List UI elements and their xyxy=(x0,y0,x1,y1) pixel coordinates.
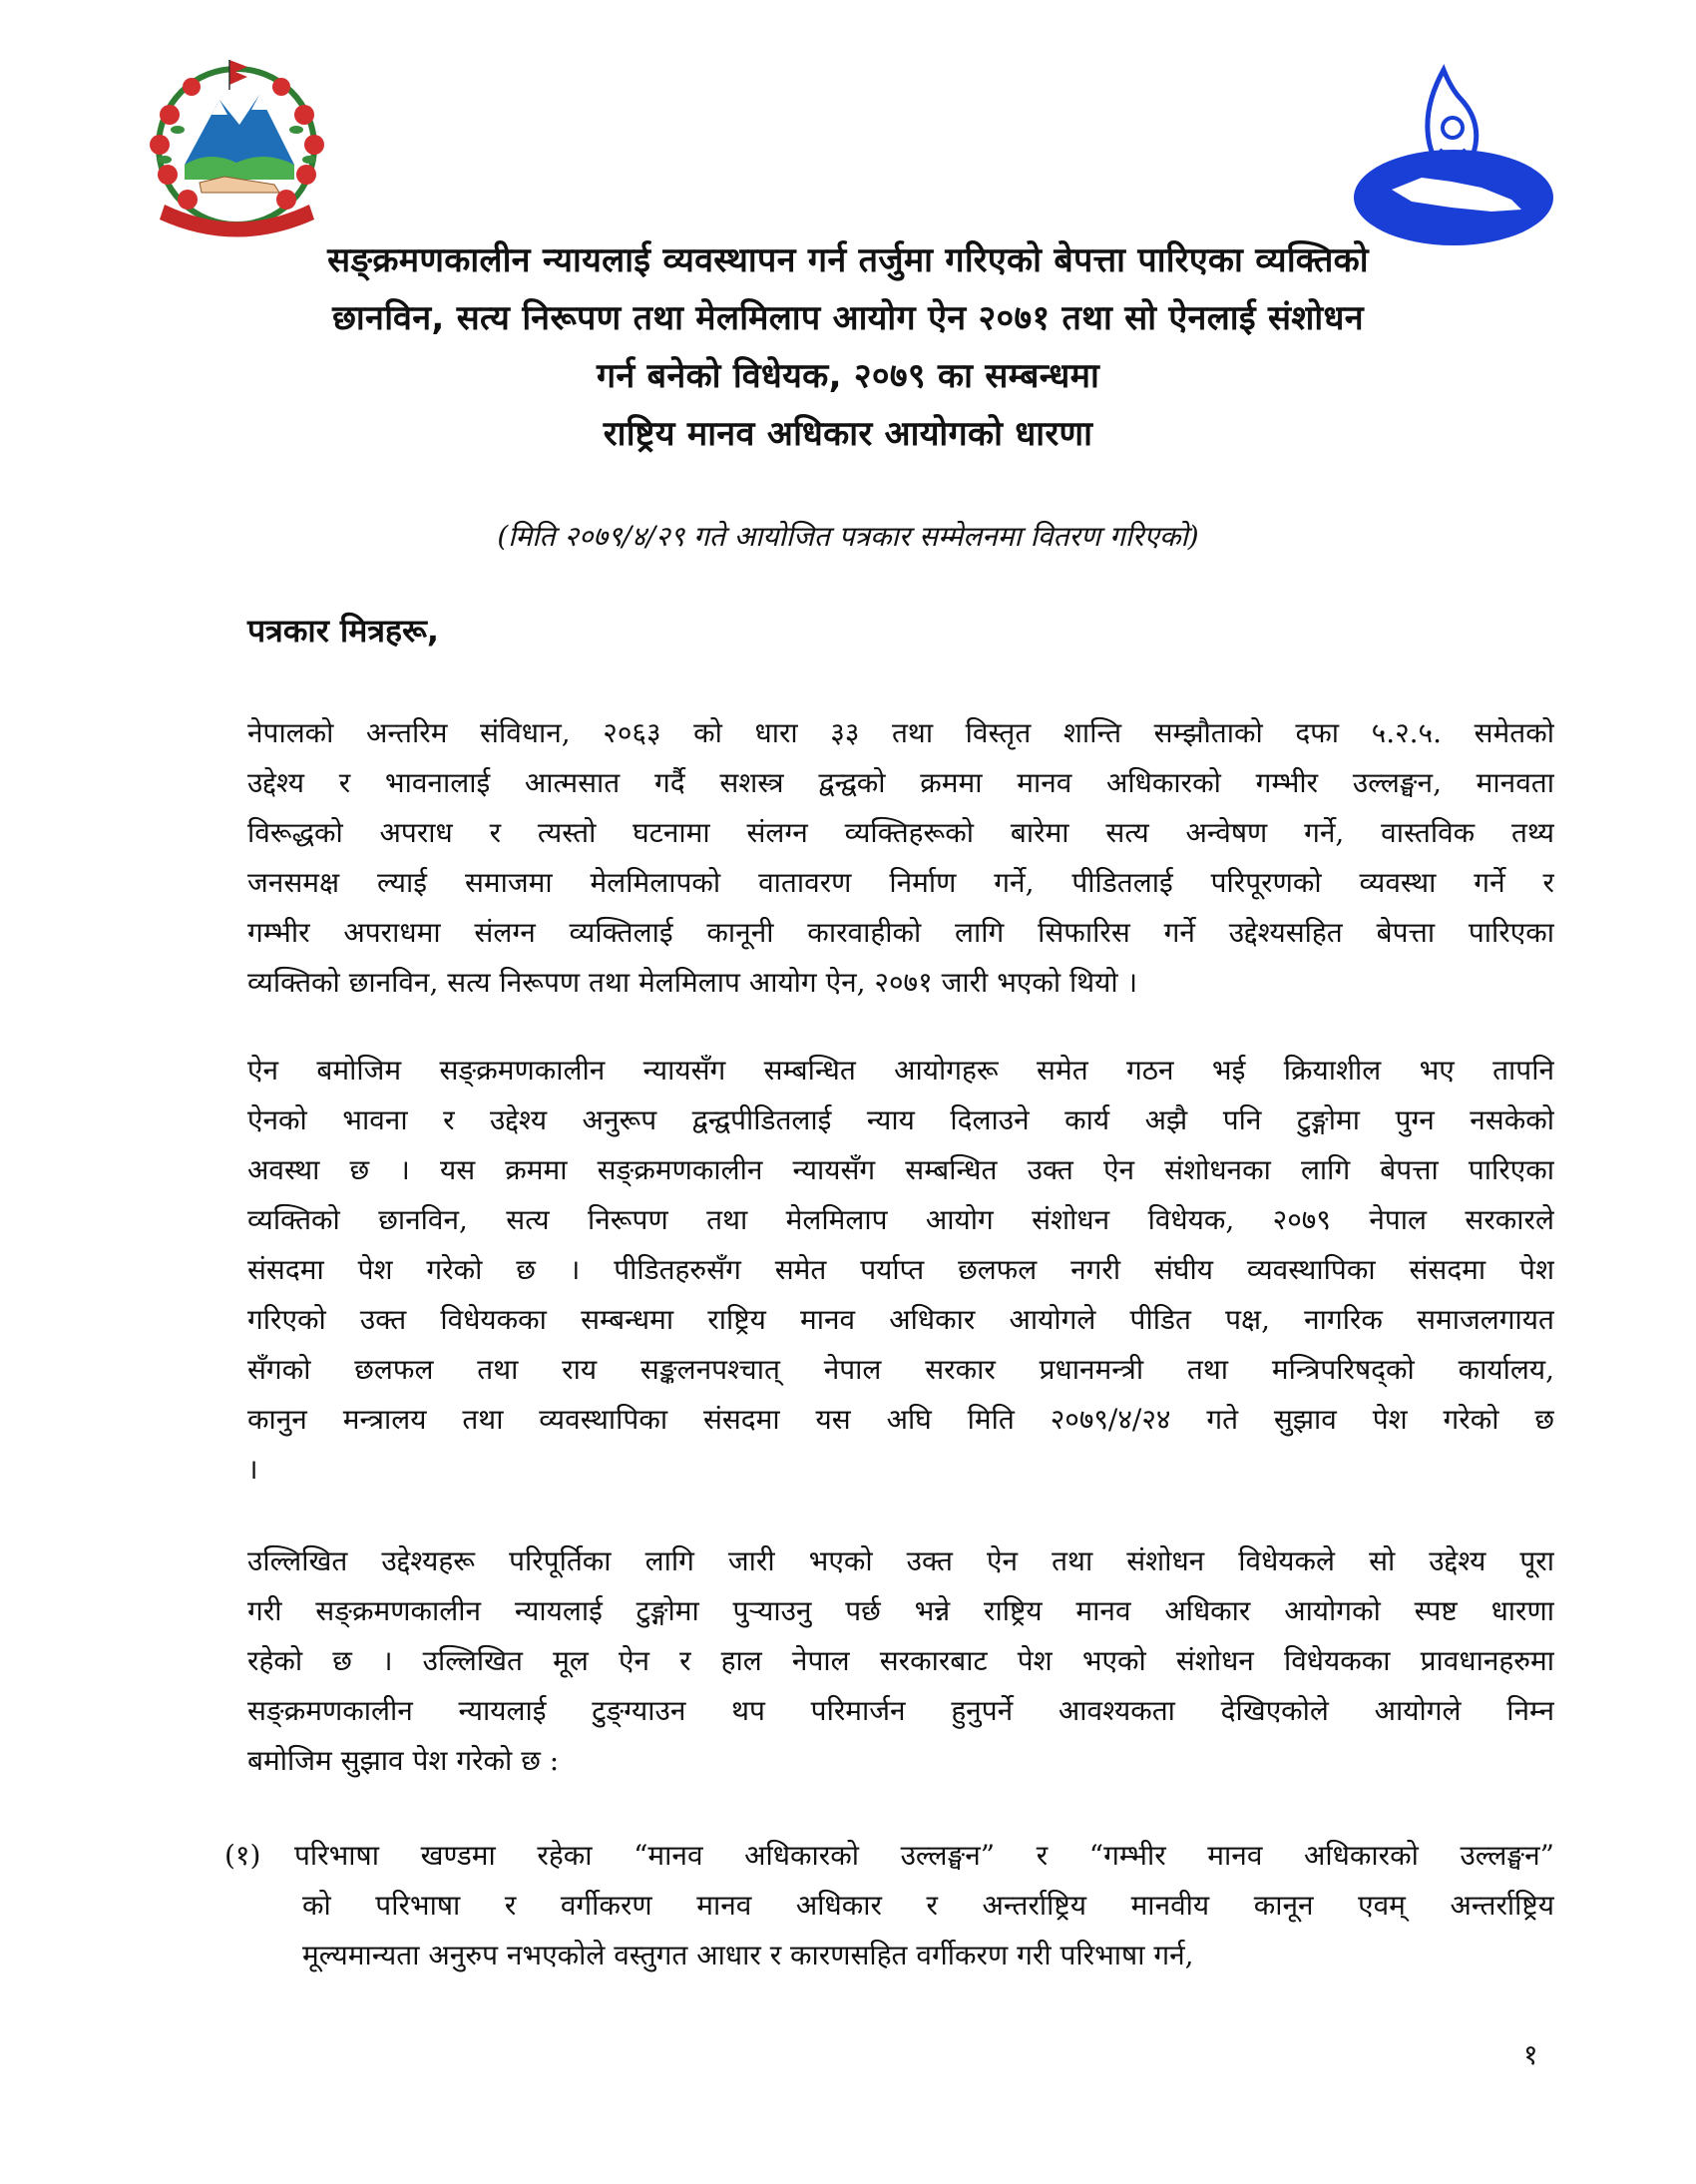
title-line-1: सङ्क्रमणकालीन न्यायलाई व्यवस्थापन गर्न तर्जुमा गरिएको बेपत्ता पारिएका व्यक्तिको xyxy=(327,240,1369,280)
title-line-4: राष्ट्रिय मानव अधिकार आयोगको धारणा xyxy=(603,414,1093,454)
paragraph-line: गरिएको उक्त विधेयकका सम्बन्धमा राष्ट्रिय मानव अधिकार आयोगले पीडित पक्ष, नागरिक समाजलगायत xyxy=(247,1303,1554,1336)
paragraph-line: कानुन मन्त्रालय तथा व्यवस्थापिका संसदमा यस अघि मिति २०७९/४/२४ गते सुझाव पेश गरेको छ xyxy=(247,1403,1554,1436)
document-subtitle: (मिति २०७९/४/२९ गते आयोजित पत्रकार सम्मेलनमा वितरण गरिएको) xyxy=(497,520,1199,553)
paragraph-line: नेपालको अन्तरिम संविधान, २०६३ को धारा ३३ तथा विस्तृत शान्ति सम्झौताको दफा ५.२.५. समेतको xyxy=(247,716,1554,749)
page-number: १ xyxy=(1523,2038,1538,2071)
paragraph-line: गम्भीर अपराधमा संलग्न व्यक्तिलाई कानूनी कारवाहीको लागि सिफारिस गर्ने उद्देश्यसहित बेपत्ता पारिएका xyxy=(247,916,1554,949)
paragraph-line: सँगको छलफल तथा राय सङ्कलनपश्चात् नेपाल सरकार प्रधानमन्त्री तथा मन्त्रिपरिषद्को कार्यालय, xyxy=(247,1353,1554,1386)
title-line-3: गर्न बनेको विधेयक, २०७९ का सम्बन्धमा xyxy=(596,356,1100,396)
paragraph-line: जनसमक्ष ल्याई समाजमा मेलमिलापको वातावरण निर्माण गर्ने, पीडितलाई परिपूरणको व्यवस्था गर्ने र xyxy=(247,866,1554,899)
paragraph-line: उल्लिखित उद्देश्यहरू परिपूर्तिका लागि जारी भएको उक्त ऐन तथा संशोधन विधेयकले सो उद्देश्य पूरा xyxy=(247,1544,1554,1577)
paragraph-line: उद्देश्य र भावनालाई आत्मसात गर्दै सशस्त्र द्वन्द्वको क्रममा मानव अधिकारको गम्भीर उल्लङ्घन, मानवता xyxy=(247,766,1554,799)
paragraph-3 xyxy=(247,1536,1554,1786)
paragraph-line: ऐन बमोजिम सङ्क्रमणकालीन न्यायसँग सम्बन्धित आयोगहरू समेत गठन भई क्रियाशील भए तापनि xyxy=(247,1054,1554,1087)
title-line-2: छानविन, सत्य निरूपण तथा मेलमिलाप आयोग ऐन २०७१ तथा सो ऐनलाई संशोधन xyxy=(332,298,1364,338)
list-item-line: को परिभाषा र वर्गीकरण मानव अधिकार र अन्तर्राष्ट्रिय मानवीय कानून एवम् अन्तर्राष्ट्रिय xyxy=(302,1889,1554,1922)
document-title xyxy=(200,231,1496,463)
paragraph-line: विरूद्धको अपराध र त्यस्तो घटनामा संलग्न व्यक्तिहरूको बारेमा सत्य अन्वेषण गर्ने, वास्तविक तथ्य xyxy=(247,816,1554,849)
paragraph-line: ऐनको भावना र उद्देश्य अनुरूप द्वन्द्वपीडितलाई न्याय दिलाउने कार्य अझै पनि टुङ्गोमा पुग्न नसकेको xyxy=(247,1103,1554,1136)
paragraph-line: संसदमा पेश गरेको छ । पीडितहरुसँग समेत पर्याप्त छलफल नगरी संघीय व्यवस्थापिका संसदमा पेश xyxy=(247,1253,1554,1286)
paragraph-line: सङ्क्रमणकालीन न्यायलाई टुङ्ग्याउन थप परिमार्जन हुनुपर्ने आवश्यकता देखिएकोले आयोगले निम्न xyxy=(247,1694,1554,1727)
paragraph-2 xyxy=(247,1046,1554,1495)
paragraph-line: । xyxy=(247,1453,258,1486)
paragraph-line: अवस्था छ । यस क्रममा सङ्क्रमणकालीन न्यायसँग सम्बन्धित उक्त ऐन संशोधनका लागि बेपत्ता पारिएका xyxy=(247,1153,1554,1186)
list-item-line: मूल्यमान्यता अनुरुप नभएकोले वस्तुगत आधार र कारणसहित वर्गीकरण गरी परिभाषा गर्न, xyxy=(302,1939,1194,1971)
list-item-number: (१) xyxy=(224,1839,261,1872)
salutation: पत्रकार मित्रहरू, xyxy=(247,612,440,650)
list-item-line: परिभाषा खण्डमा रहेका “मानव अधिकारको उल्लङ्घन” र “गम्भीर मानव अधिकारको उल्लङ्घन” xyxy=(294,1839,1554,1872)
paragraph-line: व्यक्तिको छानविन, सत्य निरूपण तथा मेलमिलाप आयोग संशोधन विधेयक, २०७९ नेपाल सरकारले xyxy=(247,1203,1554,1236)
nhrc-logo-icon xyxy=(1352,50,1556,249)
paragraph-line: रहेको छ । उल्लिखित मूल ऐन र हाल नेपाल सरकारबाट पेश भएको संशोधन विधेयकका प्रावधानहरुमा xyxy=(247,1644,1554,1677)
nepal-emblem-icon xyxy=(130,55,344,239)
paragraph-line: बमोजिम सुझाव पेश गरेको छ : xyxy=(247,1744,560,1777)
paragraph-1 xyxy=(247,708,1554,1008)
paragraph-line: व्यक्तिको छानविन, सत्य निरूपण तथा मेलमिलाप आयोग ऐन, २०७१ जारी भएको थियो । xyxy=(247,966,1138,999)
paragraph-line: गरी सङ्क्रमणकालीन न्यायलाई टुङ्गोमा पुर्‍याउनु पर्छ भन्ने राष्ट्रिय मानव अधिकार आयोगको स्पष्ट धारणा xyxy=(247,1594,1554,1627)
list-item-text xyxy=(294,1831,1554,1980)
